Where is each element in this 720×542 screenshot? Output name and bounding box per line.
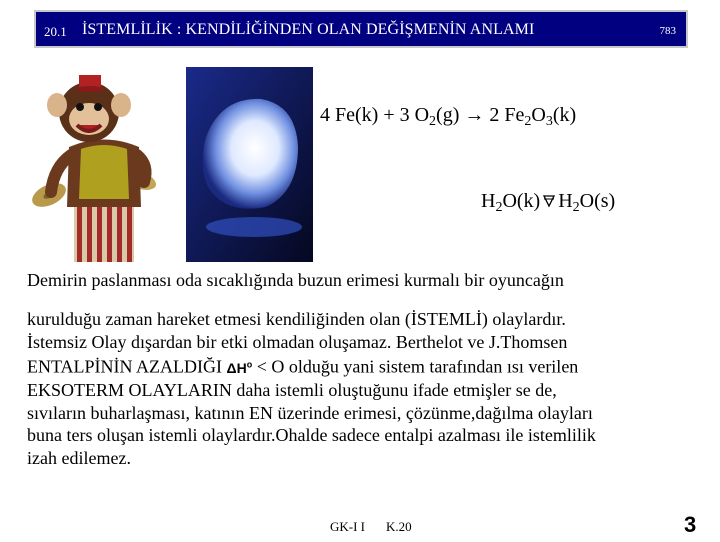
slide-page-number: 3: [684, 512, 697, 537]
body-line: kurulduğu zaman hareket etmesi kendiliğinden olan (İSTEMLİ) olaylardır.: [27, 309, 566, 329]
body-line: EKSOTERM OLAYLARIN daha istemli oluştuğunu ifade etmişler se de,: [27, 380, 557, 401]
equilibrium-arrow-icon: [542, 194, 556, 208]
slide-title: İSTEMLİLİK : KENDİLİĞİNDEN OLAN DEĞİŞMENİN ANLAMI: [82, 21, 535, 38]
ice-melting-equation: $H_2O(k)$ $H_2O(s)$: [481, 190, 616, 215]
melting-ice-cube-photo: [186, 67, 313, 262]
body-line: izah edilemez.: [27, 447, 131, 468]
body-line: İstemsiz Olay dışardan bir etki olmadan oluşamaz. Berthelot ve J.Thomsen: [27, 331, 568, 352]
intro-line: Demirin paslanması oda sıcaklığında buzun erimesi kurmalı bir oyuncağın: [27, 270, 564, 290]
body-paragraph: [27, 308, 697, 469]
footer-course: GK-I I: [330, 519, 366, 534]
iron-oxidation-equation: 4 Fe(k) + 3 $O_2(g) \to 2$ $Fe_2O_3(k)$: [320, 104, 577, 129]
body-line: buna ters oluşan istemli olaylardır.Ohalde sadece entalpi azalması ile istemlilik: [27, 425, 596, 446]
cymbal-monkey-toy-photo: [19, 67, 186, 262]
delta-h-symbol: $\Delta H^o$: [226, 359, 253, 376]
section-number: 20.1: [44, 24, 67, 39]
page-reference: 783: [659, 25, 676, 37]
slide-header: [34, 10, 688, 48]
footer-code: K.20: [386, 519, 412, 534]
body-line: ENTALPİNİN AZALDIĞI $\Delta H^o < O$ olduğu yani sistem tarafından ısı verilen: [27, 356, 579, 377]
body-line: sıvıların buharlaşması, katının EN üzerinde erimesi, çözünme,dağılma olayları: [27, 402, 593, 423]
